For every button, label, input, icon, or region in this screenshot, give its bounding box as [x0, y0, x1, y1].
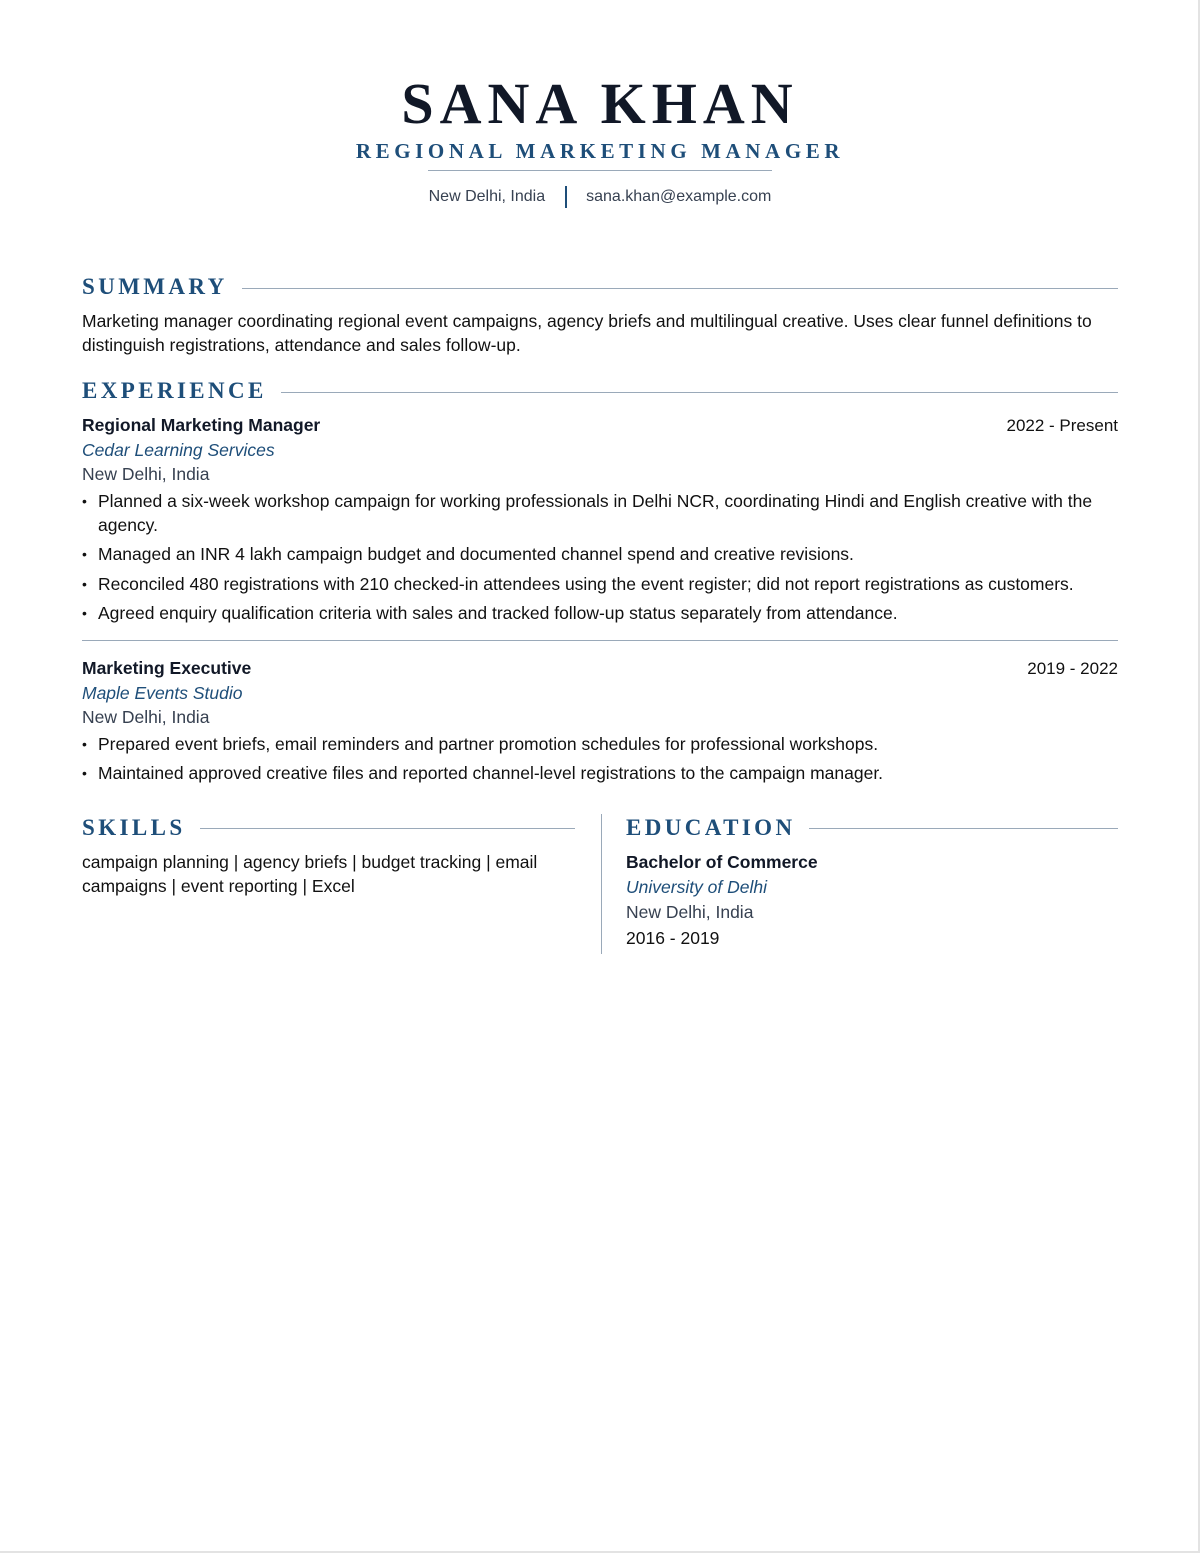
job-dates: 2022 - Present — [1006, 416, 1118, 435]
resume-page — [82, 0, 1118, 954]
summary-section — [82, 273, 1118, 357]
bullet-icon: • — [82, 546, 87, 562]
section-header — [82, 814, 575, 842]
list-item — [82, 573, 1118, 597]
section-title-skills: SKILLS — [82, 814, 186, 840]
job-divider — [82, 640, 1118, 641]
skills-section — [82, 814, 575, 954]
candidate-role: REGIONAL MARKETING MANAGER — [355, 139, 845, 163]
job-dates: 2019 - 2022 — [1027, 658, 1118, 678]
education-school: University of Delhi — [626, 876, 768, 897]
bullet-text: Managed an INR 4 lakh campaign budget and documented channel spend and creative revisions. — [98, 544, 854, 564]
section-header — [626, 814, 1118, 842]
job-title-row — [82, 656, 1118, 681]
education-dates: 2016 - 2019 — [626, 927, 720, 948]
education-degree: Bachelor of Commerce — [626, 851, 818, 872]
list-item — [82, 733, 1118, 757]
summary-text: Marketing manager coordinating regional event campaigns, agency briefs and multilingual creative. Uses clear funnel definitions to distinguish registrations, attendance and sales follow-up. — [82, 311, 1092, 355]
list-item — [82, 543, 1118, 567]
bullet-text: Reconciled 480 registrations with 210 checked-in attendees using the event register; did not report registrations as customers. — [98, 573, 1074, 594]
contact-email[interactable]: sana.khan@example.com — [586, 188, 772, 205]
bullet-icon: • — [82, 765, 87, 781]
section-rule — [242, 288, 1118, 289]
bullet-text: Maintained approved creative files and reported channel-level registrations to the campaign manager. — [98, 763, 884, 783]
contact-location: New Delhi, India — [428, 188, 546, 205]
section-header — [82, 273, 1118, 301]
list-item — [82, 762, 1118, 786]
bullet-text: Agreed enquiry qualification criteria with sales and tracked follow-up status separately from attendance. — [98, 603, 898, 623]
job-bullets — [82, 490, 1118, 626]
list-item — [82, 490, 1118, 537]
skills-education-row — [82, 814, 1118, 954]
contact-line — [82, 185, 1118, 209]
education-location: New Delhi, India — [626, 901, 754, 922]
section-rule — [281, 392, 1118, 393]
job-title-row — [82, 413, 1118, 438]
section-header — [82, 377, 1118, 405]
skills-text: campaign planning | agency briefs | budget tracking | email campaigns | event reporting | Excel — [82, 851, 538, 896]
bullet-text: Prepared event briefs, email reminders and partner promotion schedules for professional workshops. — [98, 733, 879, 754]
section-rule — [809, 828, 1118, 829]
job-company: Maple Events Studio — [82, 682, 243, 703]
job-entry — [82, 656, 1118, 786]
job-location: New Delhi, India — [82, 464, 210, 484]
job-title: Marketing Executive — [82, 657, 252, 678]
resume-header — [82, 0, 1118, 209]
list-item — [82, 602, 1118, 626]
job-title: Regional Marketing Manager — [82, 415, 321, 435]
candidate-name: SANA KHAN — [401, 71, 799, 136]
contact-separator — [565, 186, 567, 208]
column-divider — [601, 814, 602, 954]
section-title-summary: SUMMARY — [82, 274, 228, 299]
bullet-icon: • — [82, 735, 87, 752]
section-title-experience: EXPERIENCE — [82, 378, 267, 403]
job-bullets — [82, 733, 1118, 786]
bullet-text: Planned a six-week workshop campaign for working professionals in Delhi NCR, coordinating Hindi and English creative with the agency. — [98, 491, 1093, 535]
job-location: New Delhi, India — [82, 706, 210, 727]
header-divider — [428, 170, 772, 171]
job-company: Cedar Learning Services — [82, 440, 275, 460]
bullet-icon: • — [82, 575, 87, 592]
education-section — [626, 814, 1118, 954]
section-title-education: EDUCATION — [626, 814, 796, 840]
job-entry — [82, 413, 1118, 626]
section-rule — [200, 828, 575, 829]
experience-section — [82, 377, 1118, 786]
bullet-icon: • — [82, 605, 87, 621]
bullet-icon: • — [82, 493, 87, 509]
